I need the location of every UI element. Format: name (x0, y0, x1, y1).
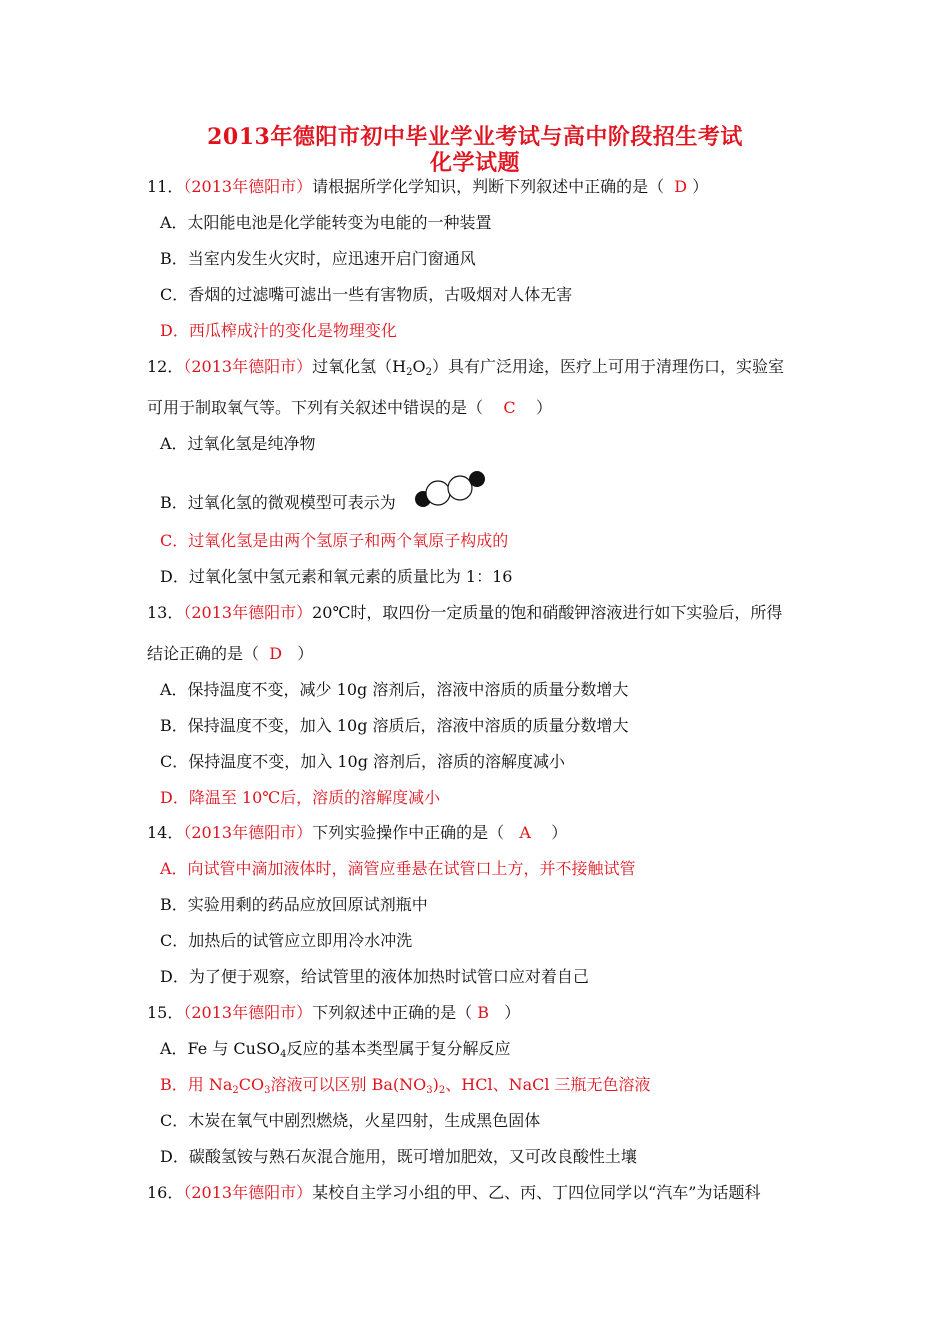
question-stem: 过氧化氢（H (312, 357, 407, 376)
question-number: 11． (147, 177, 184, 196)
question-source: （2013年德阳市） (183, 823, 313, 842)
option: B．保持温度不变，加入 10g 溶质后，溶液中溶质的质量分数增大 (160, 716, 629, 735)
option-text: 、HCl、NaCl 三瓶无色溶液 (445, 1075, 651, 1094)
answer-label: A (519, 823, 531, 842)
hydrogen-atom (469, 471, 485, 487)
paren-close: ） (551, 823, 568, 842)
exam-subtitle: 化学试题 (429, 150, 520, 176)
question-source: （2013年德阳市） (183, 177, 313, 196)
question-source: （2013年德阳市） (183, 603, 313, 622)
correct-option: A．向试管中滴加液体时，滴管应垂悬在试管口上方，并不接触试管 (160, 859, 636, 878)
option-text: 溶液可以区别 Ba(NO (270, 1075, 427, 1094)
option-text: CO (238, 1075, 265, 1094)
option: C．香烟的过滤嘴可滤出一些有害物质，古吸烟对人体无害 (160, 285, 573, 304)
option (160, 1039, 510, 1059)
question-13-cont (147, 644, 313, 664)
answer-label: D (269, 644, 283, 663)
option-text: B．用 Na (160, 1075, 233, 1094)
option: A．太阳能电池是化学能转变为电能的一种装置 (160, 213, 492, 232)
option: D．过氧化氢中氢元素和氧元素的质量比为 1：16 (160, 567, 513, 586)
question-number: 14． (147, 823, 184, 842)
option: C．木炭在氧气中剧烈燃烧，火星四射，生成黑色固体 (160, 1111, 541, 1130)
subscript: 3 (264, 1085, 271, 1096)
paren-close: ） (535, 398, 552, 417)
option-text: 反应的基本类型属于复分解反应 (286, 1039, 511, 1058)
correct-option: D．西瓜榨成汁的变化是物理变化 (160, 321, 397, 340)
paren-close: ） (297, 644, 314, 663)
option: C．保持温度不变，加入 10g 溶剂后，溶质的溶解度减小 (160, 752, 566, 771)
question-stem: 下列叙述中正确的是（ (312, 1003, 473, 1022)
h2o2-molecule-model (408, 468, 490, 512)
question-14 (147, 823, 567, 843)
option-text: A．Fe 与 CuSO (160, 1039, 281, 1058)
question-stem: 下列实验操作中正确的是（ (312, 823, 505, 842)
paren-close: ） (504, 1003, 521, 1022)
correct-option (160, 1075, 651, 1095)
question-16 (147, 1183, 760, 1203)
answer-label: B (477, 1003, 489, 1022)
option: C．加热后的试管应立即用冷水冲洗 (160, 931, 413, 950)
option: D．为了便于观察，给试管里的液体加热时试管口应对着自己 (160, 967, 589, 986)
correct-option: D．降温至 10℃后，溶质的溶解度减小 (160, 788, 441, 807)
question-15 (147, 1003, 520, 1023)
question-source: （2013年德阳市） (183, 1183, 313, 1202)
option: B．过氧化氢的微观模型可表示为 (160, 493, 396, 512)
question-stem: O (412, 357, 426, 376)
exam-title: 2013年德阳市初中毕业学业考试与高中阶段招生考试 (207, 124, 743, 150)
oxygen-atom (448, 476, 472, 500)
question-stem: 20℃时，取四份一定质量的饱和硝酸钾溶液进行如下实验后，所得 (312, 603, 783, 622)
answer-label: D (674, 177, 688, 196)
question-number: 12． (147, 357, 184, 376)
oxygen-atom (426, 481, 450, 505)
option: B．当室内发生火灾时，应迅速开启门窗通风 (160, 249, 476, 268)
question-12-cont (147, 398, 552, 418)
question-source: （2013年德阳市） (183, 1003, 313, 1022)
question-12 (147, 357, 784, 377)
question-number: 13． (147, 603, 184, 622)
question-11 (147, 177, 708, 197)
question-stem: 请根据所学化学知识，判断下列叙述中正确的是（ (312, 177, 665, 196)
option: A．保持温度不变，减少 10g 溶剂后，溶液中溶质的质量分数增大 (160, 680, 629, 699)
option: D．碳酸氢铵与熟石灰混合施用，既可增加肥效，又可改良酸性土壤 (160, 1147, 637, 1166)
question-stem: 某校自主学习小组的甲、乙、丙、丁四位同学以“汽车”为话题科 (312, 1183, 761, 1202)
subscript: 2 (406, 367, 413, 378)
option: A．过氧化氢是纯净物 (160, 434, 316, 453)
subscript: 2 (425, 367, 432, 378)
question-stem: ）具有广泛用途，医疗上可用于清理伤口，实验室 (431, 357, 784, 376)
question-source: （2013年德阳市） (183, 357, 313, 376)
question-number: 16． (147, 1183, 184, 1202)
subscript: 2 (232, 1085, 239, 1096)
option: B．实验用剩的药品应放回原试剂瓶中 (160, 895, 428, 914)
paren-close: ） (692, 177, 709, 196)
subscript: 3 (426, 1085, 433, 1096)
subscript: 2 (438, 1085, 446, 1096)
answer-label: C (503, 398, 516, 417)
question-stem: 可用于制取氧气等。下列有关叙述中错误的是（ (147, 398, 484, 417)
question-stem: 结论正确的是（ (147, 644, 260, 663)
option-text: ) (432, 1075, 439, 1094)
question-number: 15． (147, 1003, 184, 1022)
question-13 (147, 603, 782, 623)
subscript: 4 (280, 1049, 287, 1060)
correct-option: C．过氧化氢是由两个氢原子和两个氧原子构成的 (160, 531, 509, 550)
